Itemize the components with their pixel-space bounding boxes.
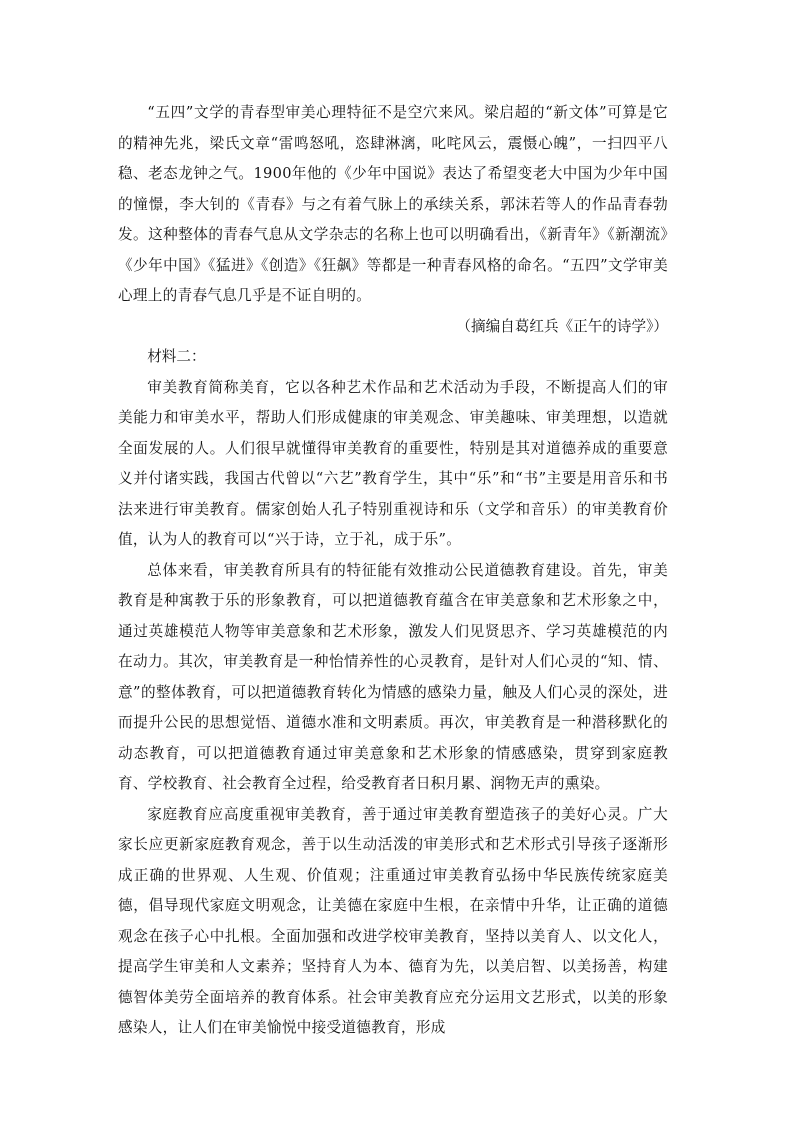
document-page <box>118 98 668 1044</box>
material-two-heading: 材料二： <box>147 348 206 365</box>
paragraph-aesthetic-education-definition: 审美教育简称美育，它以各种艺术作品和艺术活动为手段，不断提高人们的审美能力和审美水平，帮助人们形成健康的审美观念、审美趣味、审美理想，以造就全面发展的人。人们很早就懂得审美教育的重要性，特别是其对道德养成的重要意义并付诸实践，我国古代曾以“六艺”教育学生，其中“乐”和“书”主要是用音乐和书法来进行审美教育。儒家创始人孔子特别重视诗和乐（文学和音乐）的审美教育价值，认为人的教育可以“兴于诗，立于礼，成于乐”。 <box>118 378 668 548</box>
paragraph-wusi-literature: “五四”文学的青春型审美心理特征不是空穴来风。梁启超的“新文体”可算是它的精神先兆，梁氏文章“雷鸣怒吼，恣肆淋漓，叱咤风云，震慑心魄”，一扫四平八稳、老态龙钟之气。1900年他的《少年中国说》表达了希望变老大中国为少年中国的憧憬，李大钊的《青春》与之有着气脉上的承续关系，郭沫若等人的作品青春勃发。这种整体的青春气息从文学杂志的名称上也可以明确看出，《新青年》《新潮流》《少年中国》《猛进》《创造》《狂飙》等都是一种青春风格的命名。“五四”文学审美心理上的青春气息几乎是不证自明的。 <box>118 104 668 304</box>
paragraph-family-school-education: 家庭教育应高度重视审美教育，善于通过审美教育塑造孩子的美好心灵。广大家长应更新家庭教育观念，善于以生动活泼的审美形式和艺术形式引导孩子逐渐形成正确的世界观、人生观、价值观；注重通过审美教育弘扬中华民族传统家庭美德，倡导现代家庭文明观念，让美德在家庭中生根，在亲情中升华，让正确的道德观念在孩子心中扎根。全面加强和改进学校审美教育，坚持以美育人、以文化人，提高学生审美和人文素养；坚持育人为本、德育为先，以美启智、以美扬善，构建德智体美劳全面培养的教育体系。社会审美教育应充分运用文艺形式，以美的形象感染人，让人们在审美愉悦中接受道德教育，形成 <box>118 805 668 1036</box>
paragraph-aesthetic-education-features: 总体来看，审美教育所具有的特征能有效推动公民道德教育建设。首先，审美教育是种寓教于乐的形象教育，可以把道德教育蕴含在审美意象和艺术形象之中，通过英雄模范人物等审美意象和艺术形象，激发人们见贤思齐、学习英雄模范的内在动力。其次，审美教育是一种怡情养性的心灵教育，是针对人们心灵的“知、情、意”的整体教育，可以把道德教育转化为情感的感染力量，触及人们心灵的深处，进而提升公民的思想觉悟、道德水准和文明素质。再次，审美教育是一种潜移默化的动态教育，可以把道德教育通过审美意象和艺术形象的情感感染，贯穿到家庭教育、学校教育、社会教育全过程，给受教育者日积月累、润物无声的熏染。 <box>118 561 668 792</box>
source-citation: （摘编自葛红兵《正午的诗学》） <box>456 317 668 335</box>
